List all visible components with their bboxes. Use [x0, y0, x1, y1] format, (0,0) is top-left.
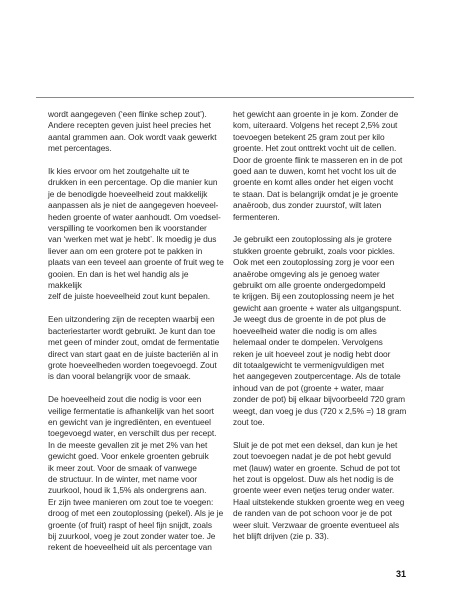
page-number: 31 — [396, 569, 407, 579]
paragraph: Sluit je de pot met een deksel, dan kun je het zout toevoegen nadat je de pot hebt gevuld met (lauw) water en groente. Schud de pot tot het zout is opgelost. Duw als het nodig is de groente weer even netjes terug onder water. Haal uitstekende stukken groente weg en veeg de randen van de pot schoon voor je de pot weer sluit. Verzwaar de groente eventueel als het blijft drijven (zie p. 33). — [233, 439, 405, 541]
paragraph: De hoeveelheid zout die nodig is voor een veilige fermentatie is afhankelijk van het soort en gewicht van je ingrediënten, en eventueel toegevoegd water, en verschilt dus per recept. In de meeste gevallen zit je met 2% van het gewicht goed. Voor enkele groenten gebruik ik meer zout. Voor de smaak of vanwege de structuur. In de winter, met name voor zuurkool, houd ik 1,5% als ondergrens aan. Er zijn twee manieren om zout toe te voegen: droog of met een zoutoplossing (pekel). Als je je groente (of fruit) raspt of heel fijn snijdt, zoals bij zuurkool, voeg je zout zonder water toe. Je rekent de hoeveelheid uit als percentage van — [48, 394, 224, 553]
header-rule — [36, 97, 414, 98]
text-column-left — [48, 109, 224, 554]
text-column-right — [233, 109, 409, 542]
paragraph: het gewicht aan groente in je kom. Zonder de kom, uiteraard. Volgens het recept 2,5% zout toevoegen betekent 25 gram zout per kilo groente. Het zout onttrekt vocht uit de cellen. Door de groente flink te masseren en in de pot goed aan te duwen, komt het vocht los uit de groente en komt alles onder het eigen vocht te staan. Dat is belangrijk omdat je je groente anaëroob, dus zonder zuurstof, wilt laten fermenteren. — [233, 109, 403, 222]
paragraph: Ik kies ervoor om het zoutgehalte uit te drukken in een percentage. Op die manier kun je de benodigde hoeveelheid zout makkelijk aanpassen als je niet de aangegeven hoeveel- heden groente of water aanhoudt. Om voedsel- verspilling te voorkomen ben ik voorstander van ‘werken met wat je hebt’. Ik moedig je dus liever aan om een grotere pot te pakken in plaats van een teveel aan groente of fruit weg te gooien. En dan is het wel handig als je makkelijk zelf de juiste hoeveelheid zout kunt bepalen. — [48, 166, 224, 302]
paragraph: Je gebruikt een zoutoplossing als je grotere stukken groente gebruikt, zoals voor pickles. Ook met een zoutoplossing zorg je voor een anaërobe omgeving als je genoeg water gebruikt om alle groente ondergedompeld te krijgen. Bij een zoutoplossing neem je het gewicht aan groente + water als uitgangspunt. Je weegt dus de groente in de pot plus de hoeveelheid water die nodig is om alles helemaal onder te dompelen. Vervolgens reken je uit hoeveel zout je nodig hebt door dit totaalgewicht te vermenigvuldigen met het aangegeven zoutpercentage. Als de totale inhoud van de pot (groente + water, maar zonder de pot) bij elkaar bijvoorbeeld 720 gram weegt, dan voeg je dus (720 x 2,5% =) 18 gram zout toe. — [233, 234, 407, 427]
paragraph: Een uitzondering zijn de recepten waarbij een bacteriestarter wordt gebruikt. Je kunt dan toe met geen of minder zout, omdat de fermentatie direct van start gaat en de juiste bacteriën al in grote hoeveelheden worden toegevoegd. Zout is dan vooral belangrijk voor de smaak. — [48, 314, 220, 382]
paragraph: wordt aangegeven (‘een flinke schep zout’). Andere recepten geven juist heel precies het aantal grammen aan. Ook wordt vaak gewerkt met percentages. — [48, 109, 217, 154]
